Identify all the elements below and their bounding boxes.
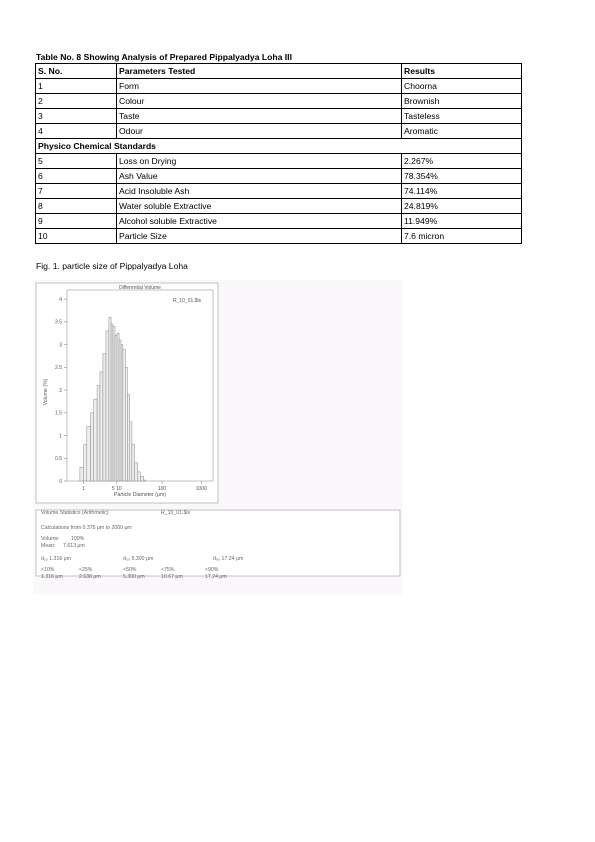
x-tick-label: 1 bbox=[82, 486, 86, 492]
histogram-bar bbox=[111, 324, 113, 481]
histogram-bar bbox=[113, 326, 115, 481]
cell-sno: 7 bbox=[36, 184, 117, 199]
cell-parameter: Taste bbox=[117, 109, 402, 124]
stats-calc: Calculations from 0.375 μm to 2000 μm bbox=[41, 525, 132, 531]
histogram-bar bbox=[119, 340, 121, 481]
table-row bbox=[36, 184, 522, 199]
percentile-value: 17.24 μm bbox=[205, 574, 227, 580]
y-tick-label: 3 bbox=[59, 342, 62, 349]
cell-sno: 9 bbox=[36, 214, 117, 229]
histogram-bar bbox=[121, 345, 123, 481]
histogram-bar bbox=[117, 333, 119, 481]
histogram-bar bbox=[100, 372, 103, 481]
histogram-bar bbox=[87, 426, 91, 481]
table-row bbox=[36, 199, 522, 214]
histogram-bar bbox=[140, 476, 143, 481]
percentile-label: <25% bbox=[79, 567, 93, 573]
y-tick-label: 2 bbox=[59, 387, 62, 394]
y-tick-label: 1 bbox=[59, 433, 62, 440]
cell-result: 2.267% bbox=[402, 154, 522, 169]
y-tick-label: 1.5 bbox=[55, 410, 62, 417]
histogram-bar bbox=[125, 367, 127, 481]
cell-parameter: Loss on Drying bbox=[117, 154, 402, 169]
histogram-bar bbox=[115, 335, 117, 481]
y-tick-label: 0.5 bbox=[55, 456, 62, 463]
section-label: Physico Chemical Standards bbox=[36, 139, 522, 154]
stats-mean-value: 7.613 μm bbox=[63, 543, 85, 549]
cell-sno: 8 bbox=[36, 199, 117, 214]
stats-title: Volume Statistics (Arithmetic) bbox=[41, 510, 109, 516]
cell-sno: 6 bbox=[36, 169, 117, 184]
stats-d90: d₉₀ 17.24 μm bbox=[213, 556, 244, 562]
histogram-bar bbox=[94, 399, 97, 481]
percentile-label: <90% bbox=[205, 567, 219, 573]
cell-parameter: Ash Value bbox=[117, 169, 402, 184]
percentile-value: 10.67 μm bbox=[161, 574, 183, 580]
y-tick-label: 4 bbox=[59, 296, 62, 303]
histogram-bar bbox=[109, 317, 111, 481]
cell-result: Brownish bbox=[402, 94, 522, 109]
cell-parameter: Water soluble Extractive bbox=[117, 199, 402, 214]
stats-mean-label: Mean: bbox=[41, 543, 56, 549]
cell-parameter: Particle Size bbox=[117, 229, 402, 244]
percentile-value: 2.638 μm bbox=[79, 574, 101, 580]
stats-d10: d₁₀ 1.316 μm bbox=[41, 556, 71, 562]
section-row bbox=[36, 139, 522, 154]
y-tick-label: 0 bbox=[59, 478, 62, 485]
histogram-bar bbox=[144, 480, 146, 481]
histogram-bar bbox=[80, 467, 84, 481]
cell-sno: 2 bbox=[36, 94, 117, 109]
table-header-row bbox=[36, 64, 522, 79]
percentile-label: <10% bbox=[41, 567, 55, 573]
x-tick-label: 1000 bbox=[195, 486, 207, 492]
percentile-label: <50% bbox=[123, 567, 137, 573]
y-axis-label: Volume (%) bbox=[43, 378, 49, 406]
chart-file-label: R_10_01.$ls bbox=[173, 298, 202, 304]
cell-sno: 5 bbox=[36, 154, 117, 169]
analysis-table bbox=[35, 63, 522, 244]
header-parameters: Parameters Tested bbox=[117, 64, 402, 79]
histogram-bar bbox=[127, 395, 129, 481]
histogram-bar bbox=[135, 463, 138, 481]
histogram-bar bbox=[132, 445, 135, 481]
histogram-bar bbox=[91, 413, 94, 481]
header-results: Results bbox=[402, 64, 522, 79]
cell-sno: 3 bbox=[36, 109, 117, 124]
percentile-value: 1.316 μm bbox=[41, 574, 63, 580]
table-row bbox=[36, 169, 522, 184]
cell-sno: 10 bbox=[36, 229, 117, 244]
stats-volume-value: 100% bbox=[71, 536, 85, 542]
cell-result: 11.949% bbox=[402, 214, 522, 229]
header-sno: S. No. bbox=[36, 64, 117, 79]
histogram-bar bbox=[84, 445, 87, 481]
cell-result: 7.6 micron bbox=[402, 229, 522, 244]
table-row bbox=[36, 154, 522, 169]
histogram-bar bbox=[103, 354, 106, 481]
cell-result: 24.819% bbox=[402, 199, 522, 214]
table-row bbox=[36, 214, 522, 229]
stats-file: R_10_01.$ls bbox=[161, 510, 191, 516]
table-row bbox=[36, 79, 522, 94]
y-tick-label: 3.5 bbox=[55, 319, 62, 326]
histogram-bar bbox=[106, 331, 109, 481]
cell-parameter: Form bbox=[117, 79, 402, 94]
table-row bbox=[36, 109, 522, 124]
stats-volume-label: Volume: bbox=[41, 536, 60, 542]
y-tick-label: 2.5 bbox=[55, 365, 62, 372]
table-row bbox=[36, 229, 522, 244]
cell-result: Aromatic bbox=[402, 124, 522, 139]
histogram-bar bbox=[138, 472, 141, 481]
cell-result: Choorna bbox=[402, 79, 522, 94]
figure-caption: Fig. 1. particle size of Pippalyadya Loha bbox=[36, 261, 188, 271]
cell-parameter: Odour bbox=[117, 124, 402, 139]
stats-d50: d₅₀ 5.300 μm bbox=[123, 556, 154, 562]
cell-parameter: Acid Insoluble Ash bbox=[117, 184, 402, 199]
histogram-bar bbox=[97, 386, 100, 482]
table-title: Table No. 8 Showing Analysis of Prepared Pippalyadya Loha III bbox=[36, 52, 292, 62]
cell-parameter: Alcohol soluble Extractive bbox=[117, 214, 402, 229]
cell-sno: 1 bbox=[36, 79, 117, 94]
cell-result: 74.114% bbox=[402, 184, 522, 199]
cell-parameter: Colour bbox=[117, 94, 402, 109]
particle-size-figure bbox=[33, 280, 403, 594]
cell-sno: 4 bbox=[36, 124, 117, 139]
table-row bbox=[36, 94, 522, 109]
figure-svg bbox=[33, 280, 403, 594]
chart-title: Differential Volume bbox=[119, 285, 161, 291]
cell-result: 78.354% bbox=[402, 169, 522, 184]
x-axis-label: Particle Diameter (μm) bbox=[114, 492, 166, 498]
cell-result: Tasteless bbox=[402, 109, 522, 124]
histogram-bar bbox=[123, 349, 125, 481]
percentile-label: <75% bbox=[161, 567, 175, 573]
x-tick-label: 5 10 bbox=[111, 486, 122, 492]
histogram-bar bbox=[130, 422, 132, 481]
table-row bbox=[36, 124, 522, 139]
percentile-value: 5.300 μm bbox=[123, 574, 145, 580]
x-tick-label: 100 bbox=[157, 486, 167, 492]
